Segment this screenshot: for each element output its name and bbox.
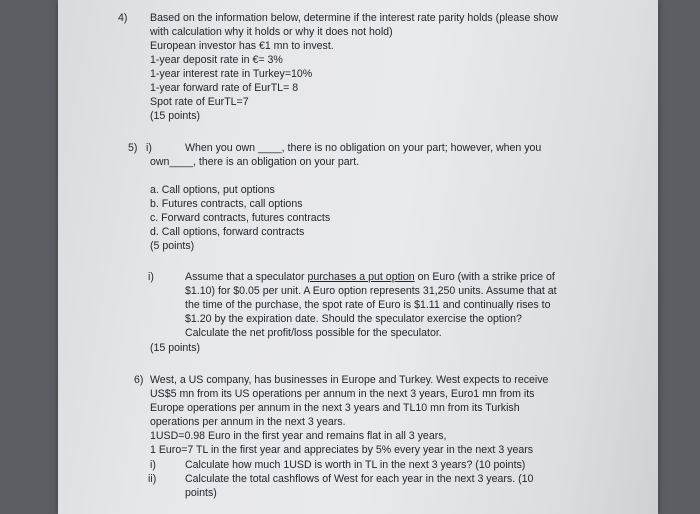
q5-blank-2: ____: [169, 156, 194, 168]
q5-number: 5): [128, 142, 138, 154]
q5-para-line-5: Calculate the net profit/loss possible for the speculator.: [185, 327, 442, 339]
q4-line-6: 1-year forward rate of EurTL= 8: [150, 82, 299, 94]
q4-number: 4): [118, 12, 128, 24]
q4-line-5: 1-year interest rate in Turkey=10%: [150, 68, 313, 80]
q6-part-ii-text: Calculate the total cashflows of West for each year in the next 3 years. (10: [185, 473, 534, 485]
q6-line-1: West, a US company, has businesses in Europe and Turkey. West expects to receive: [150, 374, 549, 386]
document-page: [58, 0, 658, 514]
q5-para-line-1: [185, 271, 555, 284]
q4-line-2: with calculation why it holds or why it does not hold): [150, 26, 393, 38]
q5-stem-c: own: [150, 156, 170, 168]
q5-option-b: b. Futures contracts, call options: [150, 198, 303, 210]
q5-part-ii-label: i): [148, 271, 154, 283]
q5-part-i-label: i): [146, 142, 152, 154]
q6-part-ii-label: ii): [148, 473, 157, 485]
q6-line-6: 1 Euro=7 TL in the first year and appreciates by 5% every year in the next 3 years: [150, 444, 534, 456]
q5-stem-line-1: [185, 142, 541, 155]
q5-para-1a: Assume that a speculator: [185, 271, 308, 283]
q4-line-7: Spot rate of EurTL=7: [150, 96, 249, 108]
q6-part-ii-text-2: points): [185, 487, 217, 499]
q6-line-2: US$5 mn from its US operations per annum in the next 3 years, Euro1 mn from its: [150, 388, 535, 400]
q6-line-3: Europe operations per annum in the next 3 years and TL10 mn from its Turkish: [150, 402, 520, 414]
q5-blank-1: ____: [258, 142, 282, 154]
q4-points: (15 points): [150, 110, 201, 122]
q4-line-3: European investor has €1 mn to invest.: [150, 40, 334, 52]
q6-part-i-label: i): [150, 459, 156, 471]
q6-line-4: operations per annum in the next 3 years.: [150, 416, 346, 428]
q5-points-calc: (15 points): [150, 342, 201, 354]
q5-para-1c: on Euro (with a strike price of: [414, 271, 555, 283]
q6-part-i-text: Calculate how much 1USD is worth in TL in the next 3 years? (10 points): [185, 459, 526, 471]
q5-para-line-4: $1.20 by the expiration date. Should the speculator exercise the option?: [185, 313, 522, 325]
q5-stem-line-2: [150, 156, 359, 169]
q5-para-line-3: the time of the purchase, the spot rate of Euro is $1.11 and continually rises to: [185, 299, 551, 311]
q4-line-4: 1-year deposit rate in €= 3%: [150, 54, 283, 66]
q5-option-d: d. Call options, forward contracts: [150, 226, 305, 238]
q6-number: 6): [134, 374, 144, 386]
q5-para-line-2: $1.10) for $0.05 per unit. A Euro option represents 31,250 units. Assume that at: [185, 285, 557, 297]
q5-points-mc: (5 points): [150, 240, 195, 252]
q5-stem-a: When you own: [185, 142, 256, 154]
q4-line-1: Based on the information below, determine if the interest rate parity holds (please show: [150, 12, 559, 24]
q5-para-1b: purchases a put option: [307, 271, 415, 283]
q5-stem-d: , there is an obligation on your part.: [193, 156, 360, 168]
q5-stem-b: , there is no obligation on your part; however, when you: [281, 142, 542, 154]
q5-option-c: c. Forward contracts, futures contracts: [150, 212, 331, 224]
q6-line-5: 1USD=0.98 Euro in the first year and remains flat in all 3 years,: [150, 430, 447, 442]
q5-option-a: a. Call options, put options: [150, 184, 275, 196]
